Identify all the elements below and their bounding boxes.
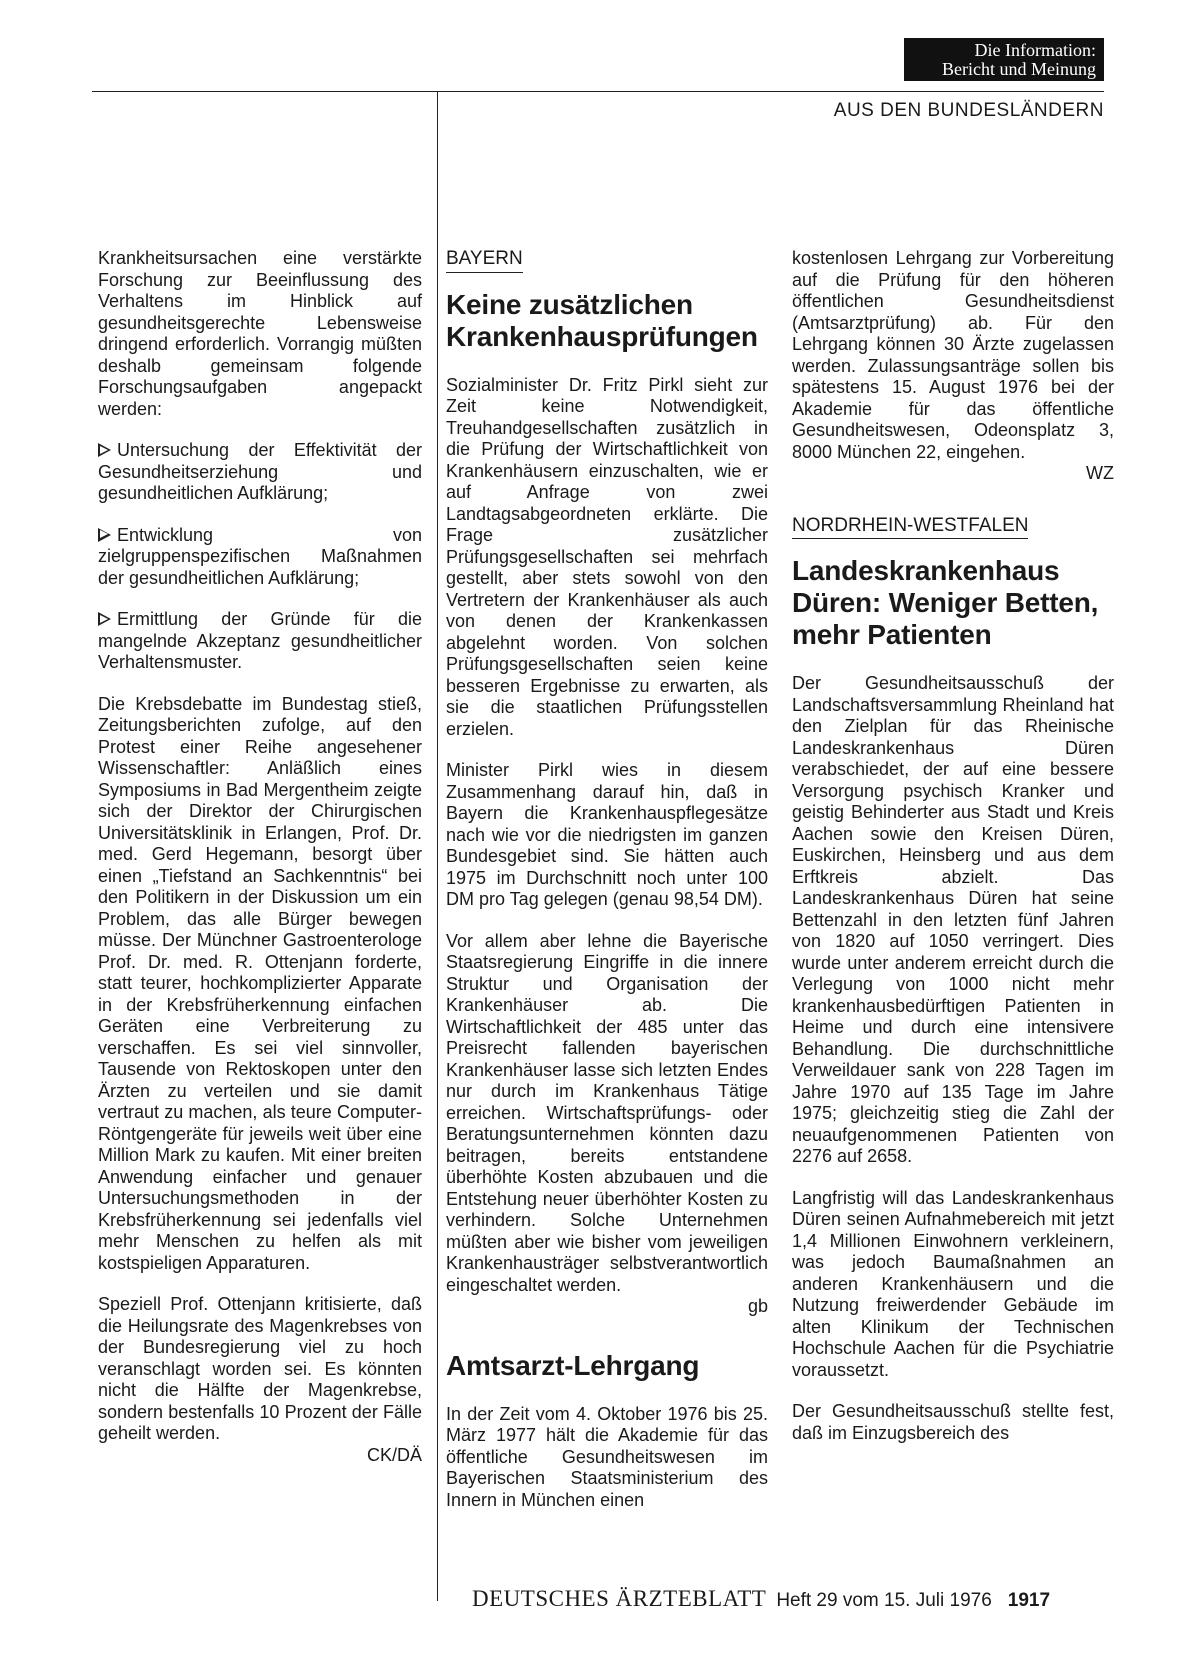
bullet-item [98, 525, 422, 590]
page-number: 1917 [1007, 1590, 1051, 1611]
top-rule [92, 91, 1104, 92]
region-kicker: NORDRHEIN-WESTFALEN [792, 515, 1028, 540]
column-2 [446, 248, 768, 1531]
masthead: DEUTSCHES ÄRZTEBLATT [472, 1586, 767, 1611]
paragraph: Sozialminister Dr. Fritz Pirkl sieht zur Zeit keine Notwendigkeit, Treuhandgesellschaften zusätzlich in die Prüfung der Wirtschaftlichkeit von Krankenhäusern einzuschalten, wie er auf Anfrage von zwei Landtagsabgeordneten erklärte. Die Frage zusätzlicher Prüfungsgesellschaften sei mehrfach gestellt, aber stets sowohl von den Vertretern der Krankenhäuser als auch von denen der Krankenkassen abgelehnt worden. Von solchen Prüfungsgesellschaften seien keine besseren Ergebnisse zu erwarten, als sie die staatlichen Prüfungsstellen erzielen. [446, 374, 768, 739]
bullet-text: Untersuchung der Effektivität der Gesundheitserziehung und gesundheitlichen Aufklärung; [98, 440, 422, 503]
bullet-text: Ermittlung der Gründe für die mangelnde Akzeptanz gesundheitlicher Verhaltensmuster. [98, 609, 422, 672]
region-kicker: BAYERN [446, 248, 523, 273]
column-1 [98, 248, 422, 1466]
signature-line [446, 1296, 768, 1318]
bullet-item [98, 609, 422, 674]
issue-info: Heft 29 vom 15. Juli 1976 [776, 1590, 992, 1611]
triangle-bullet-icon [98, 612, 111, 626]
paragraph: Vor allem aber lehne die Bayerische Staatsregierung Eingriffe in die innere Struktur und Organisation der Krankenhäuser ab. Die Wirtschaftlichkeit der 485 unter das Preisrecht fallenden bayerischen Krankenhäuser lasse sich letzten Endes nur durch im Krankenhaus Tätige erreichen. Wirtschaftsprüfungs- oder Beratungsunternehmen könnten dazu beitragen, bereits entstandene überhöhte Kosten abzubauen und die Entstehung neuer überhöhter Kosten zu verhindern. Solche Unternehmen müßten aber wie bisher vom jeweiligen Krankenhausträger selbstverantwortlich eingeschaltet werden. [446, 930, 768, 1295]
badge-line-1: Die Information: [974, 40, 1096, 60]
badge-line-2: Bericht und Meinung [942, 59, 1096, 79]
article-headline: Landeskrankenhaus Düren: Weniger Betten, mehr Patienten [792, 555, 1099, 650]
paragraph: Langfristig will das Landeskrankenhaus Düren seinen Aufnahmebereich mit jetzt 1,4 Millionen Einwohnern verkleinern, was jedoch Baumaßnahmen an anderen Krankenhäusern und die Nutzung freiwerdender Gebäude im alten Klinikum der Technischen Hochschule Aachen für die Psychiatrie voraussetzt. [792, 1187, 1114, 1380]
paragraph: Der Gesundheitsausschuß der Landschaftsversammlung Rheinland hat den Zielplan für das Rheinische Landeskrankenhaus Düren verabschiedet, der auf eine bessere Versorgung psychisch Kranker und geistig Behinderter aus Stadt und Kreis Aachen sowie den Kreisen Düren, Euskirchen, Heinsberg und aus dem Erftkreis abzielt. Das Landeskrankenhaus Düren hat seine Bettenzahl in den letzten fünf Jahren von 1820 auf 1050 verringert. Dies wurde unter anderem erreicht durch die Verlegung von 1000 nicht mehr krankenhausbedürftigen Patienten in Heime und durch eine intensivere Behandlung. Die durchschnittliche Verweildauer sank von 228 Tagen im Jahre 1970 auf 135 Tage im Jahre 1975; gleichzeitig stieg die Zahl der neuaufgenommenen Patienten von 2276 auf 2658. [792, 673, 1114, 1166]
column-divider [437, 91, 438, 1601]
signature-line [98, 1445, 422, 1467]
author-signature: gb [747, 1296, 768, 1316]
paragraph: Krankheitsursachen eine verstärkte Forschung zur Beeinflussung des Verhaltens im Hinblick auf gesundheitsgerechte Lebensweise dringend erforderlich. Vorrangig müßten deshalb gemeinsam folgende Forschungsaufgaben angepackt werden: [98, 248, 422, 419]
column-3 [792, 248, 1114, 1464]
paragraph: Minister Pirkl wies in diesem Zusammenhang darauf hin, daß in Bayern die Krankenhauspflegesätze nach wie vor die niedrigsten im ganzen Bundesgebiet sind. Sie hätten auch 1975 im Durchschnitt noch unter 100 DM pro Tag gelegen (genau 98,54 DM). [446, 760, 768, 909]
section-badge [904, 38, 1104, 81]
triangle-bullet-icon [98, 528, 111, 542]
article-headline: Amtsarzt-Lehrgang [446, 1349, 700, 1381]
bullet-text: Entwicklung von zielgruppenspezifischen Maßnahmen der gesundheitlichen Aufklärung; [98, 524, 422, 588]
author-signature: CK/DÄ [366, 1444, 422, 1465]
signature-line [792, 463, 1114, 485]
page-footer [472, 1586, 1050, 1612]
section-rubric: AUS DEN BUNDESLÄNDERN [833, 100, 1104, 121]
article-headline: Keine zusätzlichen Krankenhausprüfungen [446, 288, 758, 352]
paragraph: In der Zeit vom 4. Oktober 1976 bis 25. März 1977 hält die Akademie für das öffentliche Gesundheitswesen im Bayerischen Staatsministerium des Innern in München einen [446, 1403, 768, 1510]
bullet-item [98, 440, 422, 505]
paragraph: Speziell Prof. Ottenjann kritisierte, daß die Heilungsrate des Magenkrebses von der Bundesregierung viel zu hoch veranschlagt worden sei. Es könnten nicht die Hälfte der Magenkrebse, sondern bestenfalls 10 Prozent der Fälle geheilt werden. [98, 1294, 422, 1443]
author-signature: WZ [1086, 463, 1114, 483]
paragraph: Der Gesundheitsausschuß stellte fest, daß im Einzugsbereich des [792, 1401, 1114, 1443]
triangle-bullet-icon [98, 443, 111, 457]
paragraph: kostenlosen Lehrgang zur Vorbereitung auf die Prüfung für den höheren öffentlichen Gesundheitsdienst (Amtsarztprüfung) ab. Für den Lehrgang können 30 Ärzte zugelassen werden. Zulassungsanträge sollen bis spätestens 15. August 1976 bei der Akademie für das öffentliche Gesundheitswesen, Odeonsplatz 3, 8000 München 22, eingehen. [792, 248, 1114, 462]
paragraph: Die Krebsdebatte im Bundestag stieß, Zeitungsberichten zufolge, auf den Protest einer Reihe angesehener Wissenschaftler: Anläßlich eines Symposiums in Bad Mergentheim zeigte sich der Direktor der Chirurgischen Universitätsklinik in Erlangen, Prof. Dr. med. Gerd Hegemann, besorgt über einen „Tiefstand an Sachkenntnis“ bei den Politikern in der Diskussion um ein Problem, das alle Bürger bewegen müsse. Der Münchner Gastroenterologe Prof. Dr. med. R. Ottenjann forderte, statt teurer, hochkomplizierter Apparate in der Krebsfrüherkennung einfachen Geräten eine Verbreiterung zu verschaffen. Es sei viel sinnvoller, Tausende von Rektoskopen unter den Ärzten zu verteilen und sie damit vertraut zu machen, als teure Computer-Röntgengeräte für jeweils weit über eine Million Mark zu kaufen. Mit einer breiten Anwendung einfacher und genauer Untersuchungsmethoden in der Krebsfrüherkennung sei jedenfalls viel mehr Menschen zu helfen als mit kostspieligen Apparaturen. [98, 693, 422, 1273]
